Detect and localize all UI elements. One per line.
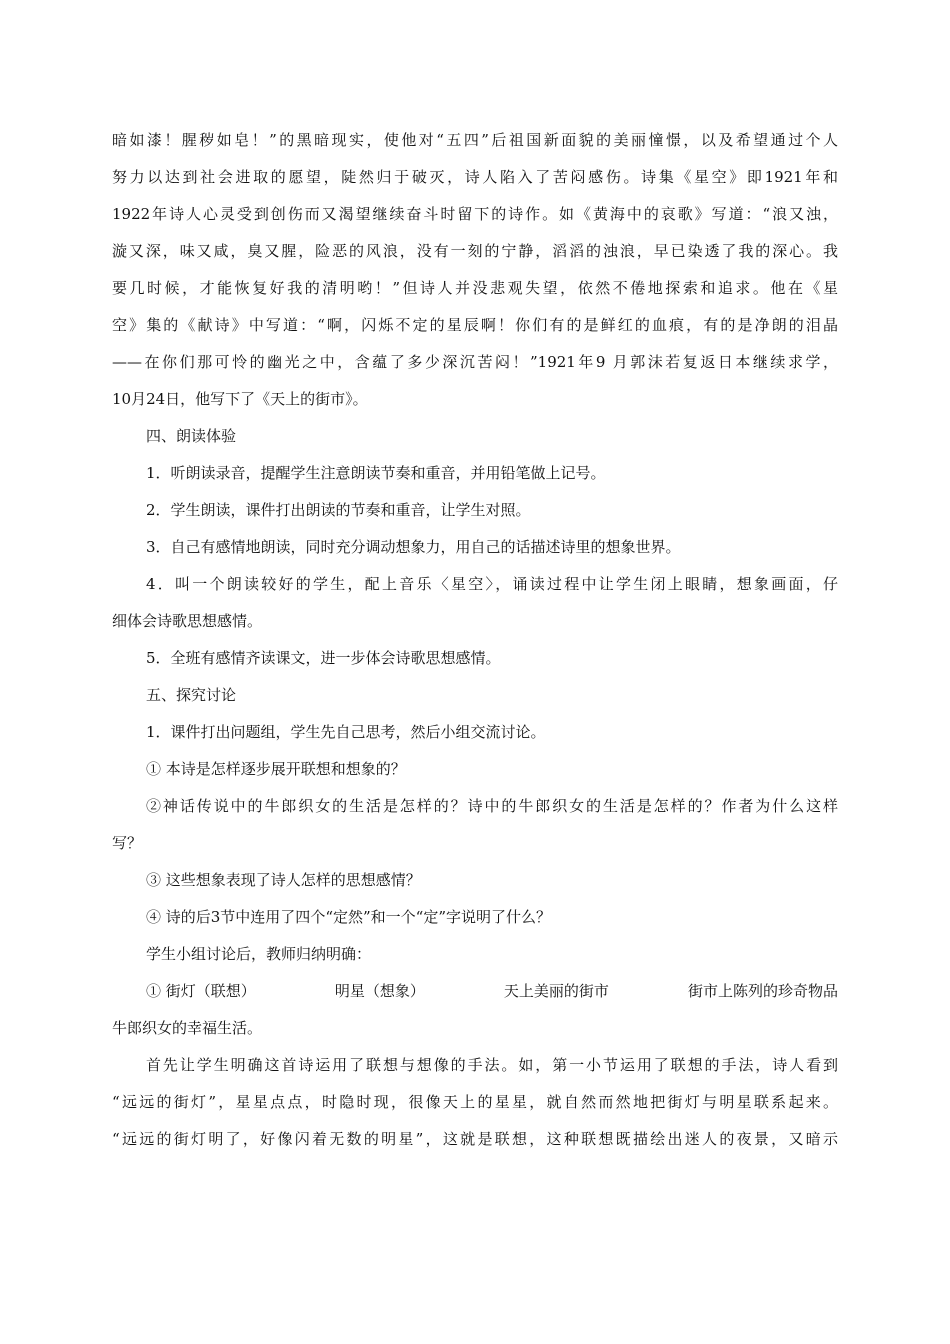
paragraph-line: 学生小组讨论后，教师归纳明确： <box>146 945 372 963</box>
paragraph-line: 漩又深，味又咸，臭又腥，险恶的风浪，没有一刻的宁静，滔滔的浊浪，早已染透了我的深心。我 <box>112 242 838 260</box>
list-item: 2．学生朗读，课件打出朗读的节奏和重音，让学生对照。 <box>146 501 531 519</box>
paragraph-line: ——在你们那可怜的幽光之中，含蕴了多少深沉苦闷！”1921年9 月郭沫若复返日本继续求学， <box>112 353 838 371</box>
question-item: ②神话传说中的牛郎织女的生活是怎样的？诗中的牛郎织女的生活是怎样的？作者为什么这样 <box>146 797 838 815</box>
sequence-cell: ① 街灯（联想） <box>146 982 256 1000</box>
question-item: ③ 这些想象表现了诗人怎样的思想感情？ <box>146 871 421 889</box>
paragraph-line: 要几时候，才能恢复好我的清明哟！”但诗人并没悲观失望，依然不倦地探索和追求。他在《星 <box>112 279 838 297</box>
list-item: 1．听朗读录音，提醒学生注意朗读节奏和重音，并用铅笔做上记号。 <box>146 464 606 482</box>
question-item: ① 本诗是怎样逐步展开联想和想象的？ <box>146 760 406 778</box>
answer-sequence-row <box>112 973 838 1010</box>
question-item: ④ 诗的后3节中连用了四个“定然”和一个“定”字说明了什么？ <box>146 908 551 926</box>
paragraph-line: 首先让学生明确这首诗运用了联想与想像的手法。如，第一小节运用了联想的手法，诗人看到 <box>146 1056 838 1074</box>
paragraph-line: 1922年诗人心灵受到创伤而又渴望继续奋斗时留下的诗作。如《黄海中的哀歌》写道：“浪又浊， <box>112 205 838 223</box>
sequence-cell: 街市上陈列的珍奇物品 <box>687 982 838 1000</box>
paragraph-line: 牛郎织女的幸福生活。 <box>112 1019 263 1037</box>
paragraph-line: “远远的街灯明了，好像闪着无数的明星”，这就是联想，这种联想既描绘出迷人的夜景，又暗示 <box>112 1130 838 1148</box>
list-item: 4．叫一个朗读较好的学生，配上音乐〈星空〉，诵读过程中让学生闭上眼睛，想象画面，仔 <box>146 575 838 593</box>
paragraph-line: “远远的街灯”，星星点点，时隐时现，很像天上的星星，就自然而然地把街灯与明星联系起来。 <box>112 1093 838 1111</box>
document-body <box>112 122 838 1158</box>
question-item-continuation: 写？ <box>112 834 143 852</box>
list-item: 1．课件打出问题组，学生先自己思考，然后小组交流讨论。 <box>146 723 546 741</box>
sequence-cell: 天上美丽的街市 <box>503 982 609 1000</box>
sequence-cell: 明星（想象） <box>334 982 425 1000</box>
paragraph-line: 努力以达到社会进取的愿望，陡然归于破灭，诗人陷入了苦闷感伤。诗集《星空》即1921年和 <box>112 168 838 186</box>
paragraph-line: 空》集的《献诗》中写道：“啊，闪烁不定的星辰啊！你们有的是鲜红的血痕，有的是净朗的泪晶 <box>112 316 838 334</box>
list-item: 3．自己有感情地朗读，同时充分调动想象力，用自己的话描述诗里的想象世界。 <box>146 538 681 556</box>
paragraph-line: 10月24日，他写下了《天上的街市》。 <box>112 390 368 408</box>
paragraph-line: 暗如漆！腥秽如皂！”的黑暗现实，使他对“五四”后祖国新面貌的美丽憧憬，以及希望通过个人 <box>112 131 838 149</box>
list-item: 5．全班有感情齐读课文，进一步体会诗歌思想感情。 <box>146 649 501 667</box>
section-heading-reading: 四、朗读体验 <box>146 427 237 445</box>
section-heading-discussion: 五、探究讨论 <box>146 686 237 704</box>
list-item-continuation: 细体会诗歌思想感情。 <box>112 612 263 630</box>
